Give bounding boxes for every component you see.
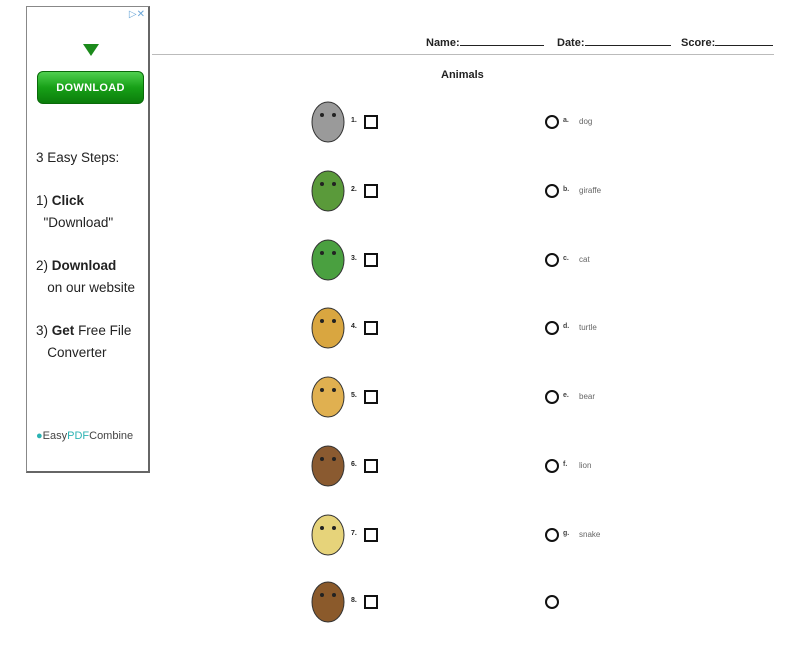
option-radio[interactable] bbox=[545, 528, 559, 542]
option-word: bear bbox=[579, 392, 596, 401]
elephant-picture bbox=[304, 97, 352, 147]
option-radio[interactable] bbox=[545, 115, 559, 129]
option-word: lion bbox=[579, 461, 592, 470]
steps-title: 3 Easy Steps: bbox=[36, 150, 120, 165]
lion-picture bbox=[304, 303, 352, 353]
question-row bbox=[0, 392, 800, 447]
score-label: Score: bbox=[681, 37, 716, 49]
score-field[interactable] bbox=[681, 35, 773, 49]
brand-part: Combine bbox=[89, 430, 134, 442]
giraffe-picture bbox=[304, 372, 352, 422]
name-label: Name: bbox=[426, 37, 460, 49]
step-action: Get bbox=[51, 323, 75, 338]
date-label: Date: bbox=[557, 37, 585, 49]
question-number: 5. bbox=[351, 392, 357, 399]
down-arrow-icon bbox=[83, 44, 99, 56]
question-row bbox=[0, 117, 800, 172]
question-number: 6. bbox=[351, 461, 357, 468]
ad-choices-close-icon[interactable]: ▷✕ bbox=[128, 9, 145, 20]
option-radio[interactable] bbox=[545, 184, 559, 198]
option-word: cat bbox=[579, 255, 590, 264]
option-radio[interactable] bbox=[545, 459, 559, 473]
option-radio[interactable] bbox=[545, 321, 559, 335]
question-number: 8. bbox=[351, 597, 357, 604]
option-letter: f. bbox=[563, 461, 568, 468]
option-word: giraffe bbox=[579, 186, 602, 195]
answer-checkbox[interactable] bbox=[364, 115, 378, 129]
question-number: 2. bbox=[351, 186, 357, 193]
option-word: dog bbox=[579, 117, 593, 126]
step-action: Click bbox=[51, 193, 85, 208]
option-radio[interactable] bbox=[545, 390, 559, 404]
easypdfcombine-logo[interactable]: ●EasyPDFCombine bbox=[36, 430, 134, 442]
option-letter: c. bbox=[563, 255, 569, 262]
brand-part: PDF bbox=[67, 430, 90, 442]
answer-checkbox[interactable] bbox=[364, 184, 378, 198]
bird-picture bbox=[304, 441, 352, 491]
step-text: Converter bbox=[47, 345, 107, 360]
turtle-picture bbox=[304, 166, 352, 216]
snake-picture bbox=[304, 235, 352, 285]
answer-checkbox[interactable] bbox=[364, 390, 378, 404]
step-text: "Download" bbox=[43, 215, 114, 230]
name-field[interactable] bbox=[426, 35, 544, 49]
question-number: 3. bbox=[351, 255, 357, 262]
step-num: 3) bbox=[36, 323, 49, 338]
brand-part: Easy bbox=[42, 430, 68, 442]
option-letter: a. bbox=[563, 117, 569, 124]
question-row bbox=[0, 186, 800, 241]
question-number: 1. bbox=[351, 117, 357, 124]
worksheet-title: Animals bbox=[441, 69, 484, 81]
option-letter: d. bbox=[563, 323, 570, 330]
cat-picture bbox=[304, 510, 352, 560]
step-num: 2) bbox=[36, 258, 49, 273]
option-word: snake bbox=[579, 530, 601, 539]
question-row bbox=[0, 597, 800, 652]
date-field[interactable] bbox=[557, 35, 671, 49]
question-number: 4. bbox=[351, 323, 357, 330]
answer-checkbox[interactable] bbox=[364, 459, 378, 473]
question-row bbox=[0, 530, 800, 585]
header-divider bbox=[152, 54, 774, 55]
option-word: turtle bbox=[579, 323, 597, 332]
question-number: 7. bbox=[351, 530, 357, 537]
answer-checkbox[interactable] bbox=[364, 595, 378, 609]
download-button[interactable]: DOWNLOAD bbox=[37, 71, 144, 104]
option-radio[interactable] bbox=[545, 253, 559, 267]
answer-checkbox[interactable] bbox=[364, 253, 378, 267]
step-action: Download bbox=[51, 258, 117, 273]
step-num: 1) bbox=[36, 193, 49, 208]
question-row bbox=[0, 461, 800, 516]
step-text: on our website bbox=[47, 280, 136, 295]
question-row bbox=[0, 323, 800, 378]
option-letter: b. bbox=[563, 186, 570, 193]
answer-checkbox[interactable] bbox=[364, 321, 378, 335]
option-letter: g. bbox=[563, 530, 570, 537]
answer-checkbox[interactable] bbox=[364, 528, 378, 542]
step-text: Free File bbox=[78, 323, 132, 338]
question-row bbox=[0, 255, 800, 310]
option-letter: e. bbox=[563, 392, 569, 399]
option-radio[interactable] bbox=[545, 595, 559, 609]
dog-picture bbox=[304, 577, 352, 627]
